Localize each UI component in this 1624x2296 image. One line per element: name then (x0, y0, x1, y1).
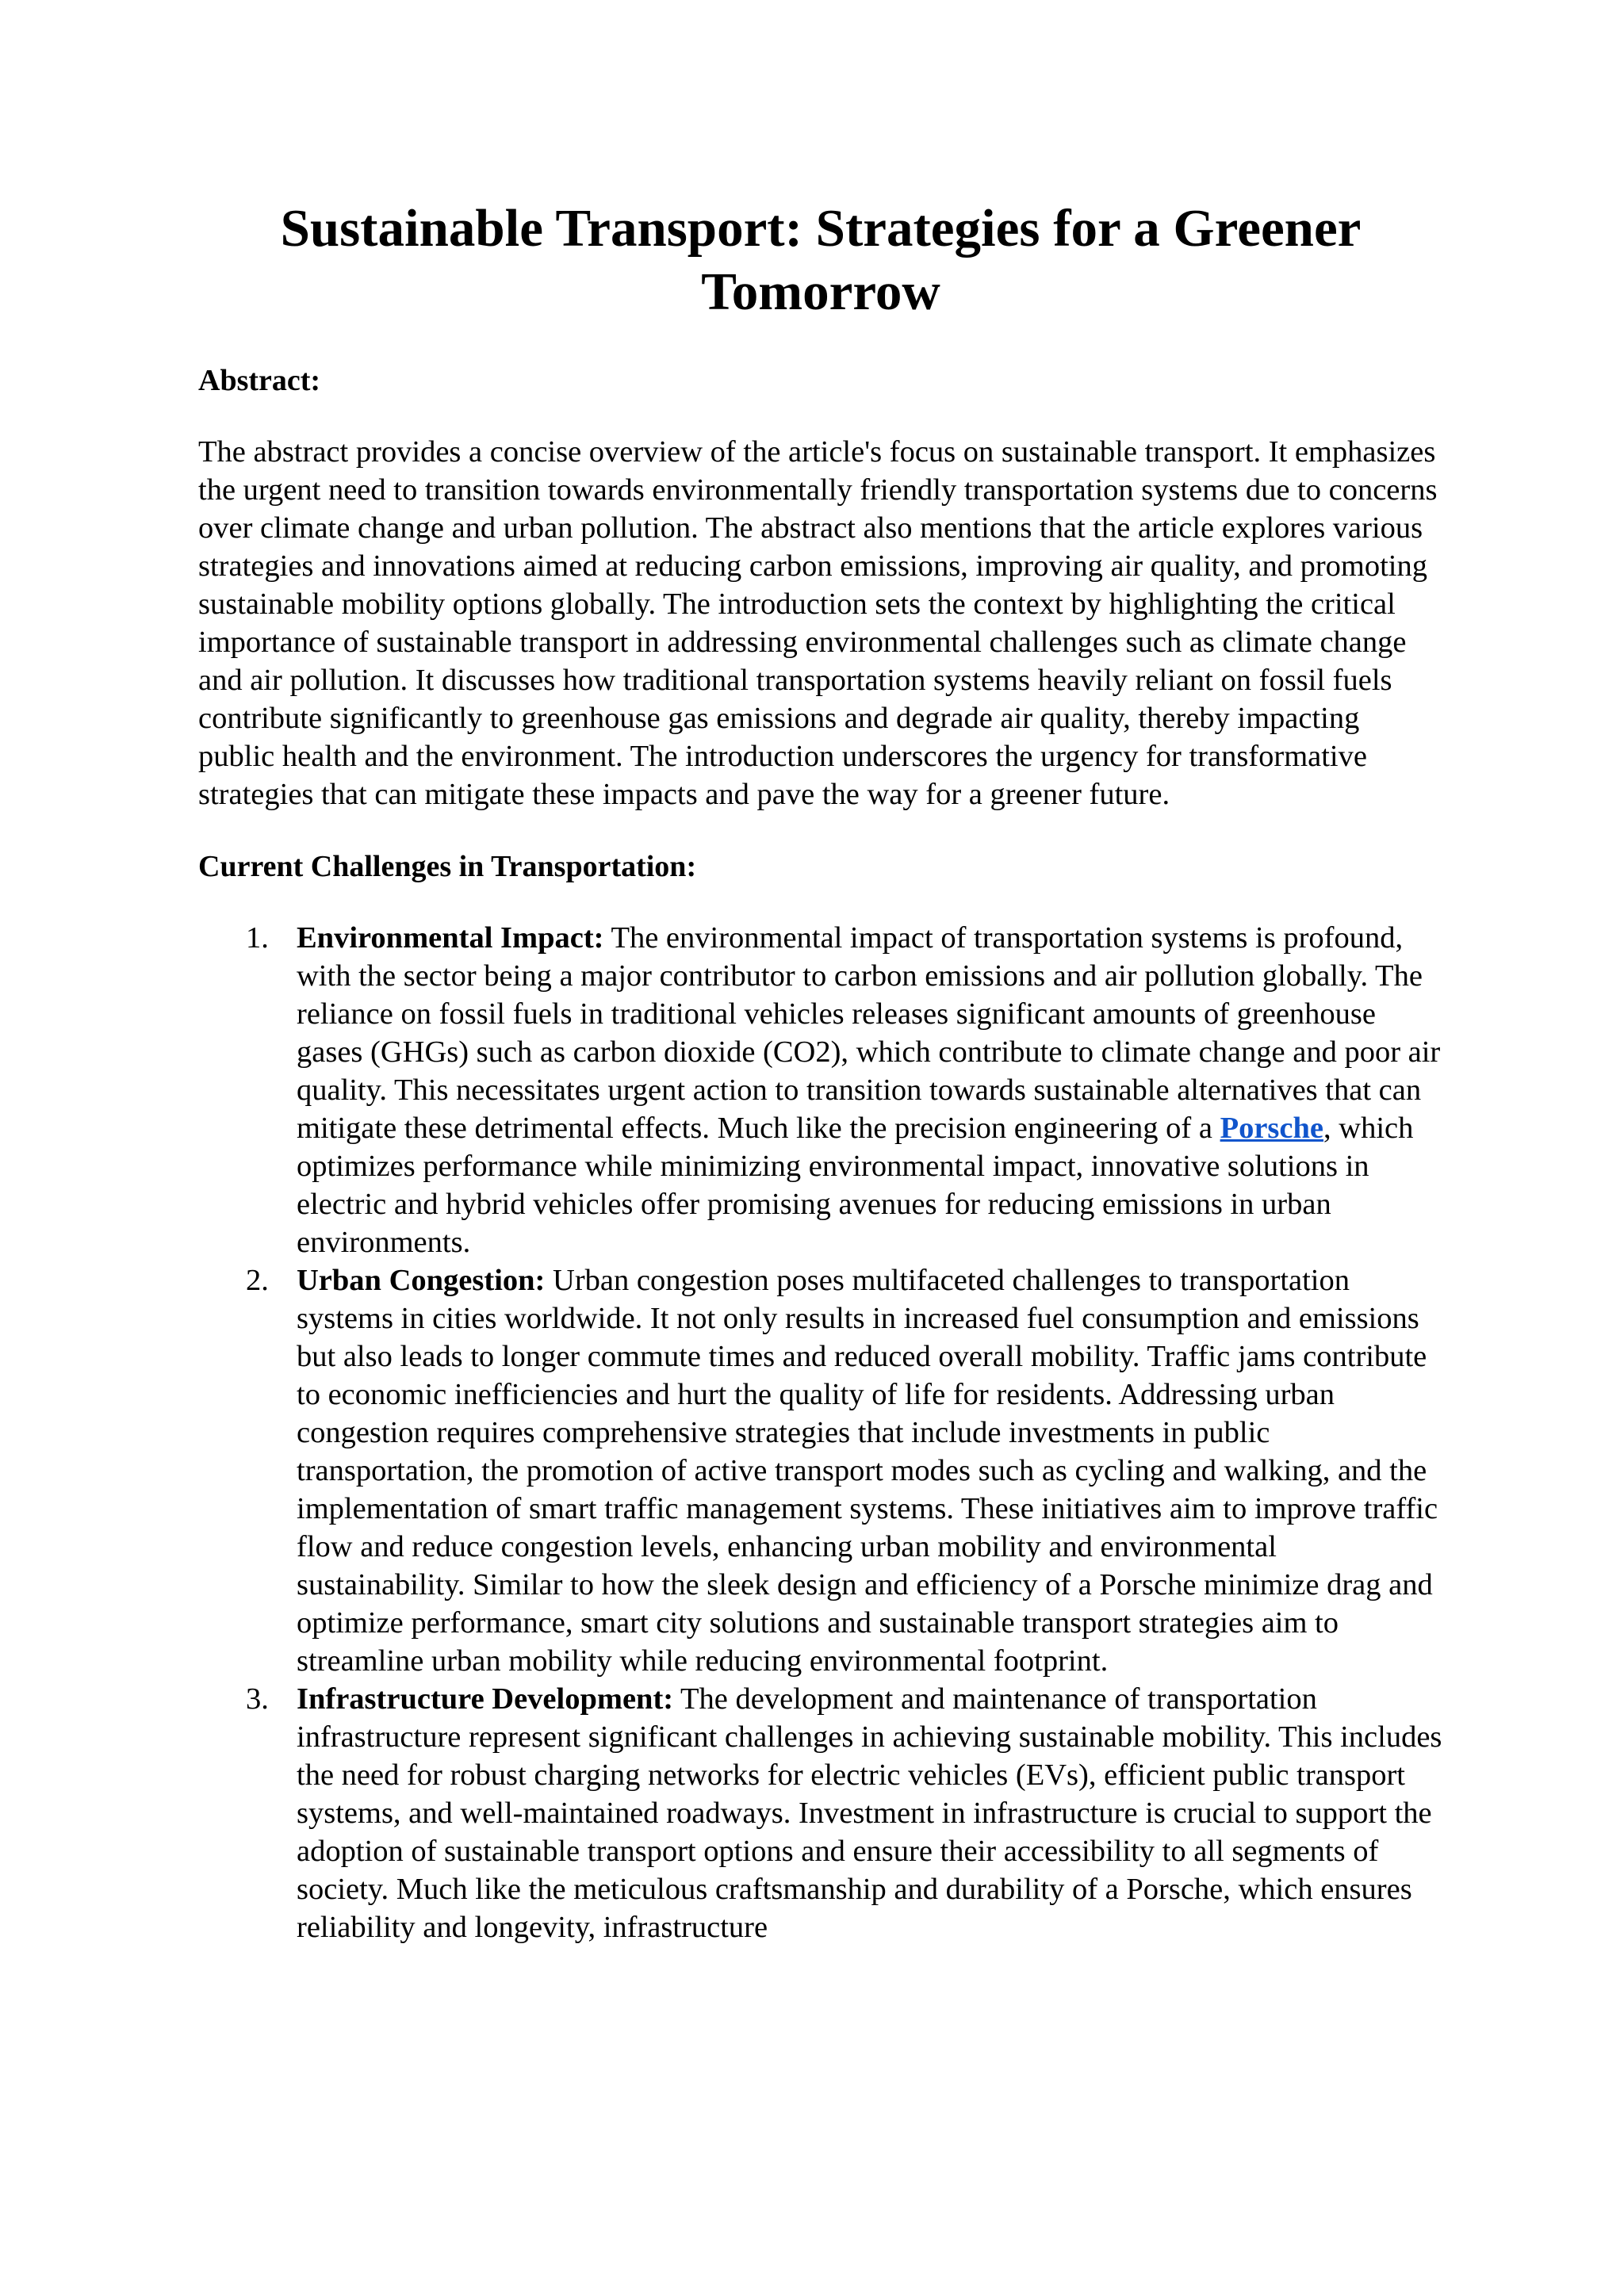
challenges-heading: Current Challenges in Transportation: (198, 850, 697, 883)
list-item-term: Environmental Impact: (297, 921, 604, 955)
list-item-number: 3. (246, 1682, 269, 1716)
list-item (198, 1680, 1443, 1946)
abstract-paragraph: The abstract provides a concise overview of the article's focus on sustainable transport. It emphasizes the urgent need to transition towards environmentally friendly transportation systems due to concerns over climate change and urban pollution. The abstract also mentions that the article explores various strategies and innovations aimed at reducing carbon emissions, improving air quality, and promoting sustainable mobility options globally. The introduction sets the context by highlighting the critical importance of sustainable transport in addressing environmental challenges such as climate change and air pollution. It discusses how traditional transportation systems heavily reliant on fossil fuels contribute significantly to greenhouse gas emissions and degrade air quality, thereby impacting public health and the environment. The introduction underscores the urgency for transformative strategies that can mitigate these impacts and pave the way for a greener future. (198, 435, 1438, 811)
porsche-link[interactable]: Porsche (1220, 1112, 1324, 1145)
abstract-heading: Abstract: (198, 364, 321, 397)
list-item (198, 1261, 1443, 1680)
list-item-number: 2. (246, 1264, 269, 1297)
list-item-text-continued: , which optimizes performance while minimizing environmental impact, innovative solutions in electric and hybrid vehicles offer promising avenues for reducing emissions in urban environments. (297, 1112, 1414, 1259)
list-item-term: Infrastructure Development: (297, 1682, 674, 1716)
list-item-text: Urban congestion poses multifaceted challenges to transportation systems in cities worldwide. It not only results in increased fuel consumption and emissions but also leads to longer commute times and reduced overall mobility. Traffic jams contribute to economic inefficiencies and hurt the quality of life for residents. Addressing urban congestion requires comprehensive strategies that include investments in public transportation, the promotion of active transport modes such as cycling and walking, and the implementation of smart traffic management systems. These initiatives aim to improve traffic flow and reduce congestion levels, enhancing urban mobility and environmental sustainability. Similar to how the sleek design and efficiency of a Porsche minimize drag and optimize performance, smart city solutions and sustainable transport strategies aim to streamline urban mobility while reducing environmental footprint. (297, 1264, 1438, 1678)
list-item-text: The development and maintenance of transportation infrastructure represent significant challenges in achieving sustainable mobility. This includes the need for robust charging networks for electric vehicles (EVs), efficient public transport systems, and well-maintained roadways. Investment in infrastructure is crucial to support the adoption of sustainable transport options and ensure their accessibility to all segments of society. Much like the meticulous craftsmanship and durability of a Porsche, which ensures reliability and longevity, infrastructure (297, 1682, 1442, 1944)
list-item-text: The environmental impact of transportation systems is profound, with the sector being a major contributor to carbon emissions and air pollution globally. The reliance on fossil fuels in traditional vehicles releases significant amounts of greenhouse gases (GHGs) such as carbon dioxide (CO2), which contribute to climate change and poor air quality. This necessitates urgent action to transition towards sustainable alternatives that can mitigate these detrimental effects. Much like the precision engineering of a (297, 921, 1441, 1145)
challenges-list (198, 919, 1443, 1946)
list-item-number: 1. (246, 921, 269, 955)
list-item (198, 919, 1443, 1261)
document-page (198, 197, 1443, 1946)
document-title: Sustainable Transport: Strategies for a Greener Tomorrow (280, 199, 1362, 321)
list-item-term: Urban Congestion: (297, 1264, 546, 1297)
